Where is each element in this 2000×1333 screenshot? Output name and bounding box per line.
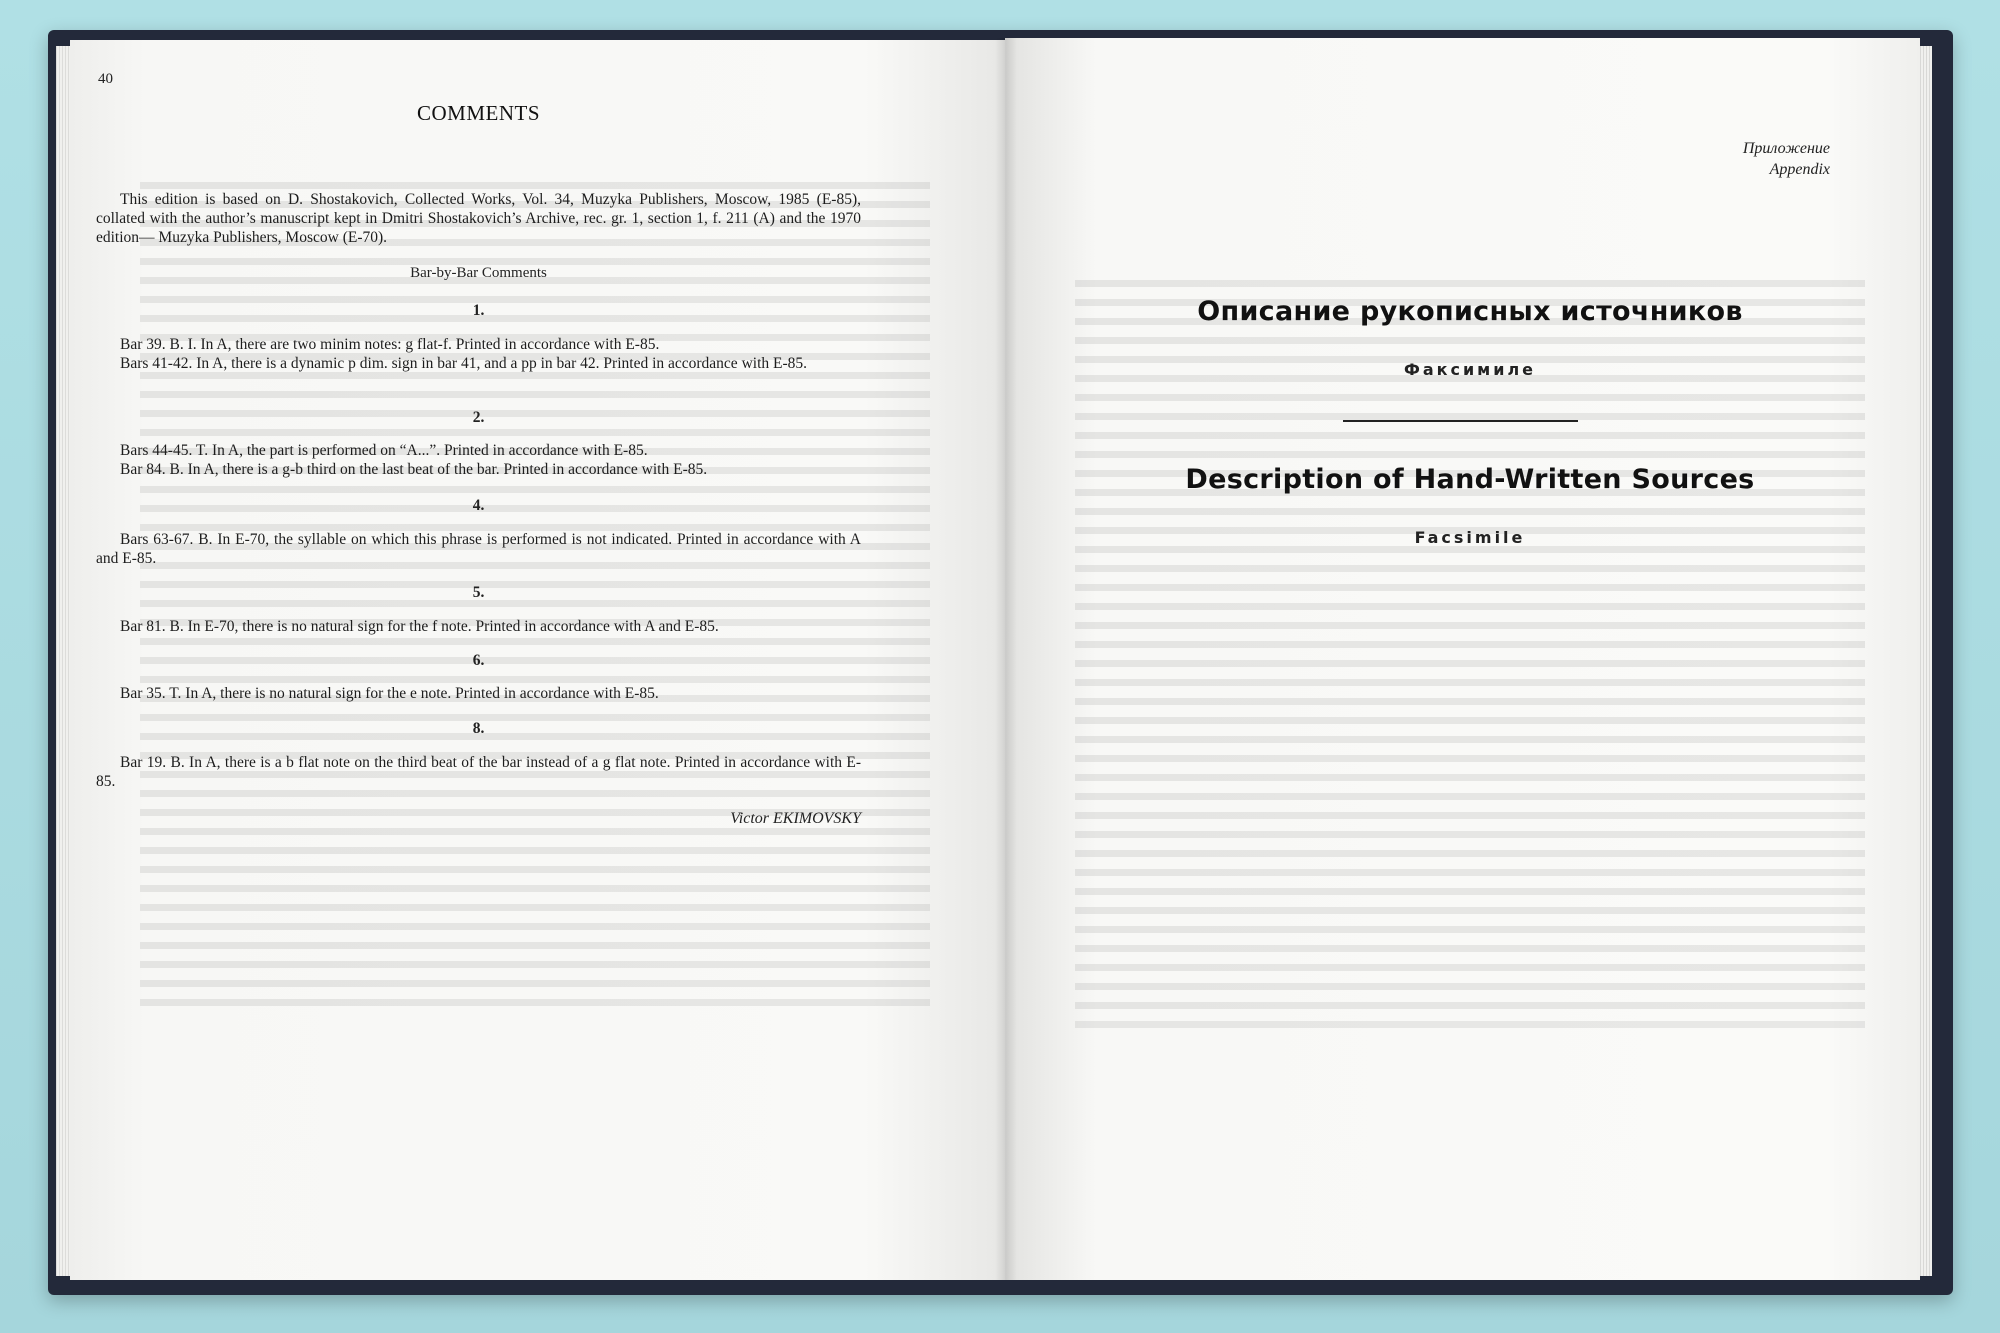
intro-paragraph <box>96 190 861 247</box>
bar-by-bar-subtitle: Bar-by-Bar Comments <box>410 265 547 281</box>
section-8 <box>96 753 861 791</box>
heading-english: Description of Hand-Written Sources <box>1185 464 1755 495</box>
divider-rule <box>1343 420 1578 422</box>
comment-line: Bar 81. B. In E-70, there is no natural sign for the f note. Printed in accordance with A and E-85. <box>120 618 719 635</box>
intro-text: This edition is based on D. Shostakovich, Collected Works, Vol. 34, Muzyka Publishers, Moscow, 1985 (E-85), collated with the author’s manuscript kept in Dmitri Shostakovich’s Archive, rec. gr. 1, section 1, f. 211 (A) and the 1970 edition— Muzyka Publishers, Moscow (E-70). <box>96 191 861 246</box>
section-1 <box>96 335 861 373</box>
section-4 <box>96 530 861 568</box>
comment-line: Bar 39. B. I. In A, there are two minim notes: g flat-f. Printed in accordance with E-85. <box>120 336 660 353</box>
comment-line: Bars 41-42. In A, there is a dynamic p dim. sign in bar 41, and a pp in bar 42. Printed in accordance with E-85. <box>120 355 808 372</box>
section-number: 5. <box>472 584 485 601</box>
section-number: 2. <box>472 409 485 426</box>
page-edges-right <box>1918 46 1932 1276</box>
comment-line: Bar 19. B. In A, there is a b flat note on the third beat of the bar instead of a g flat note. Printed in accordance with E-85. <box>96 754 861 790</box>
section-number: 1. <box>472 302 485 319</box>
comment-line: Bar 35. T. In A, there is no natural sign for the e note. Printed in accordance with E-85. <box>120 685 659 702</box>
appendix-label-en: Appendix <box>1769 161 1830 178</box>
section-5 <box>96 617 861 636</box>
subheading-russian: Факсимиле <box>1403 360 1537 379</box>
section-number: 6. <box>472 652 485 669</box>
comments-title: COMMENTS <box>416 101 541 125</box>
section-6 <box>96 684 861 703</box>
right-page <box>1005 38 1920 1280</box>
page-number: 40 <box>98 71 113 87</box>
comment-line: Bars 63-67. B. In E-70, the syllable on which this phrase is performed is not indicated. Printed in accordance with A and E-85. <box>96 531 861 567</box>
heading-russian: Описание рукописных источников <box>1197 296 1743 327</box>
comment-line: Bar 84. B. In A, there is a g-b third on the last beat of the bar. Printed in accordance with E-85. <box>120 461 708 478</box>
signature: Victor EKIMOVSKY <box>730 810 861 827</box>
section-2 <box>96 441 861 479</box>
section-number: 8. <box>472 720 485 737</box>
show-through-text <box>1075 268 1865 1040</box>
book-gutter <box>995 38 1017 1280</box>
comment-line: Bars 44-45. T. In A, the part is performed on “A...”. Printed in accordance with E-85. <box>120 442 648 459</box>
subheading-english: Facsimile <box>1414 528 1526 547</box>
section-number: 4. <box>472 497 485 514</box>
appendix-label-ru: Приложение <box>1742 140 1830 157</box>
